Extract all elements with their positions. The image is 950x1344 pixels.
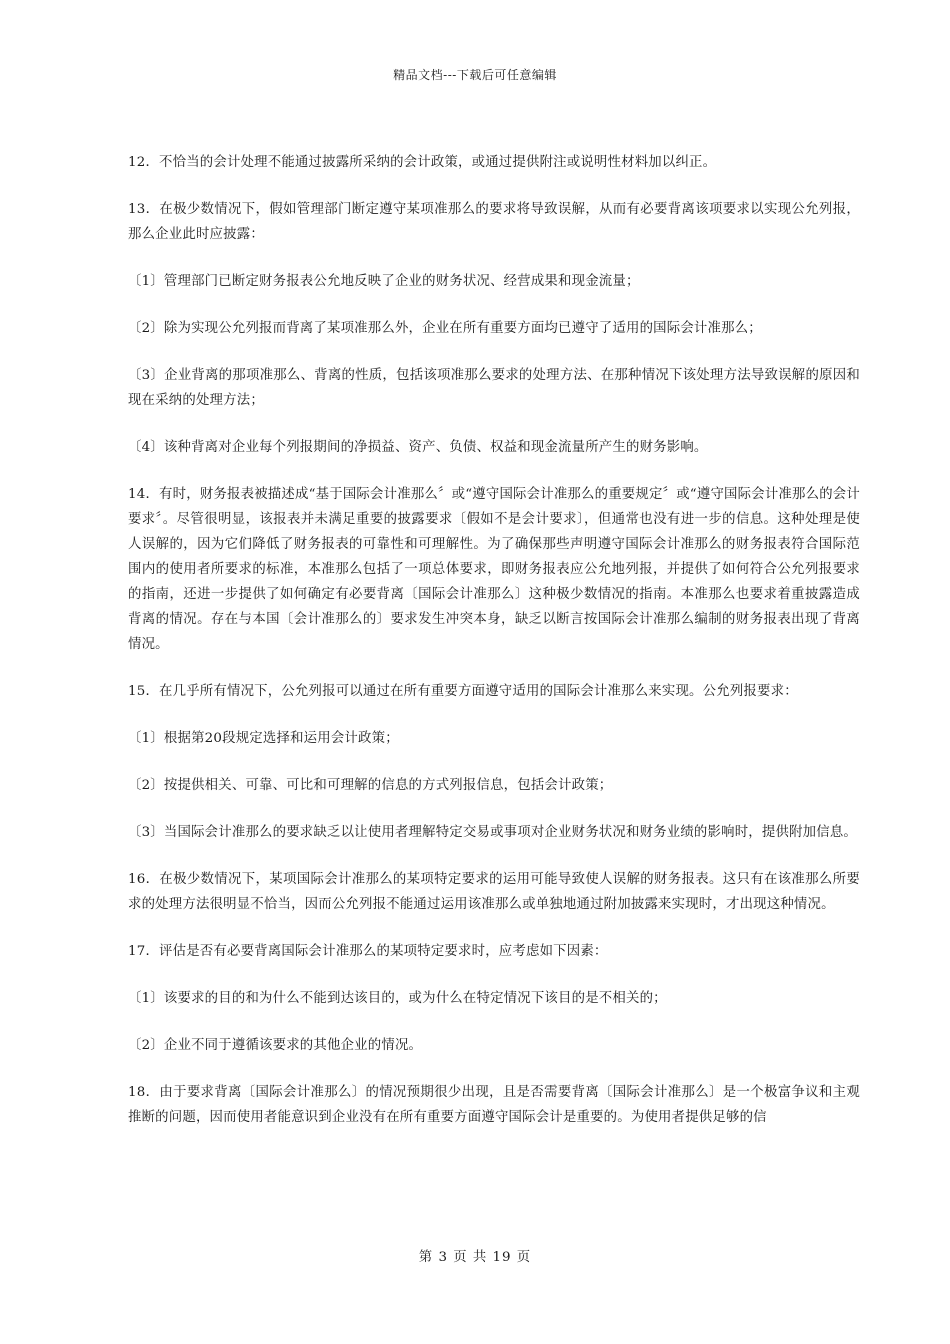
- paragraph-15-item-1: 〔1〕根据第20段规定选择和运用会计政策；: [128, 731, 399, 746]
- paragraph-13-item-1: 〔1〕管理部门已断定财务报表公允地反映了企业的财务状况、经营成果和现金流量；: [128, 274, 640, 289]
- paragraph-14: 14．有时，财务报表被描述成“基于国际会计准那么〞或“遵守国际会计准那么的重要规定〞或“遵守国际会计准那么的会计要求〞。尽管很明显，该报表并未满足重要的披露要求〔假如不是会计要求〕，但通常也没有进一步的信息。这种处理是使人误解的，因为它们降低了财务报表的可靠性和可理解性。为了确保那些声明遵守国际会计准那么的财务报表符合国际范围内的使用者所要求的标准，本准那么包括了一项总体要求，即财务报表应公允地列报，并提供了如何符合公允列报要求的指南，还进一步提供了如何确定有必要背离〔国际会计准那么〕这种极少数情况的指南。本准那么也要求着重披露造成背离的情况。存在与本国〔会计准那么的〕要求发生冲突本身，缺乏以断言按国际会计准那么编制的财务报表出现了背离情况。: [128, 487, 860, 652]
- paragraph-13: 13．在极少数情况下，假如管理部门断定遵守某项准那么的要求将导致误解，从而有必要背离该项要求以实现公允列报，那么企业此时应披露：: [128, 202, 860, 242]
- paragraph-15-item-3: 〔3〕当国际会计准那么的要求缺乏以让使用者理解特定交易或事项对企业财务状况和财务业绩的影响时，提供附加信息。: [128, 825, 858, 840]
- document-body: [128, 150, 860, 1152]
- paragraph-12: 12．不恰当的会计处理不能通过披露所采纳的会计政策，或通过提供附注或说明性材料加以纠正。: [128, 155, 717, 170]
- paragraph-13-item-3: 〔3〕企业背离的那项准那么、背离的性质，包括该项准那么要求的处理方法、在那种情况下该处理方法导致误解的原因和现在采纳的处理方法；: [128, 368, 860, 408]
- paragraph-13-item-2: 〔2〕除为实现公允列报而背离了某项准那么外，企业在所有重要方面均已遵守了适用的国际会计准那么；: [128, 321, 762, 336]
- page-number: 第 3 页 共 19 页: [418, 1250, 532, 1265]
- paragraph-15-item-2: 〔2〕按提供相关、可靠、可比和可理解的信息的方式列报信息，包括会计政策；: [128, 778, 613, 793]
- paragraph-17-item-2: 〔2〕企业不同于遵循该要求的其他企业的情况。: [128, 1038, 423, 1053]
- paragraph-13-item-4: 〔4〕该种背离对企业每个列报期间的净损益、资产、负债、权益和现金流量所产生的财务影响。: [128, 440, 708, 455]
- page-header: 精品文档---下载后可任意编辑: [393, 68, 557, 82]
- paragraph-17: 17．评估是否有必要背离国际会计准那么的某项特定要求时，应考虑如下因素：: [128, 944, 608, 959]
- paragraph-15: 15．在几乎所有情况下，公允列报可以通过在所有重要方面遵守适用的国际会计准那么来实现。公允列报要求：: [128, 684, 798, 699]
- paragraph-16: 16．在极少数情况下，某项国际会计准那么的某项特定要求的运用可能导致使人误解的财务报表。这只有在该准那么所要求的处理方法很明显不恰当，因而公允列报不能通过运用该准那么或单独地通过附加披露来实现时，才出现这种情况。: [128, 872, 860, 912]
- paragraph-17-item-1: 〔1〕该要求的目的和为什么不能到达该目的，或为什么在特定情况下该目的是不相关的；: [128, 991, 667, 1006]
- paragraph-18: 18．由于要求背离〔国际会计准那么〕的情况预期很少出现，且是否需要背离〔国际会计准那么〕是一个极富争议和主观推断的问题，因而使用者能意识到企业没有在所有重要方面遵守国际会计是重要的。为使用者提供足够的信: [128, 1085, 860, 1125]
